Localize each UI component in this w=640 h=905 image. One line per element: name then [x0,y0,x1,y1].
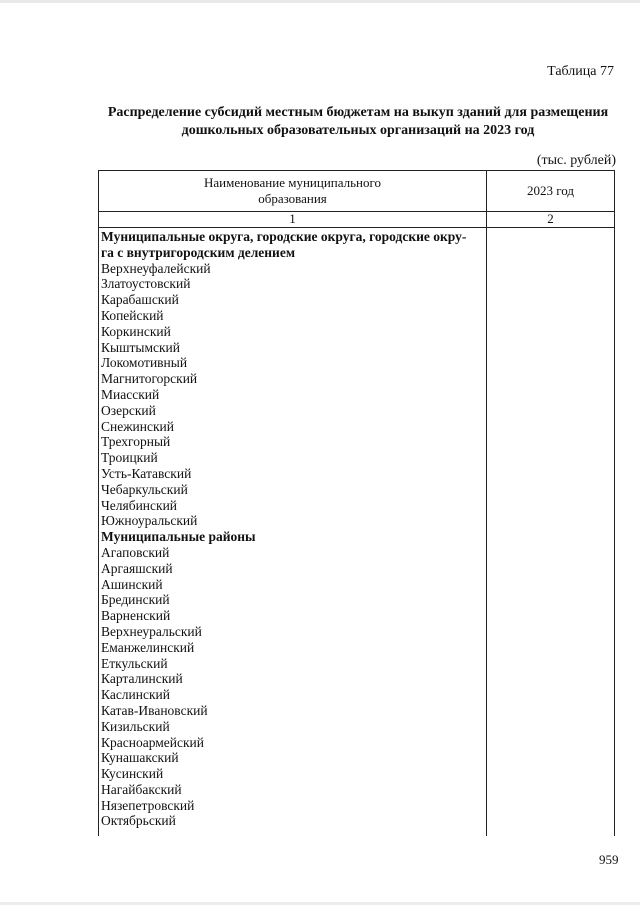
units-label: (тыс. рублей) [536,153,616,168]
table-row: Кизильский [101,718,170,734]
header-municipality-line-2: образования [258,191,327,206]
table-row: Красноармейский [101,734,205,750]
header-municipality [99,175,486,207]
table-row: Каслинский [101,687,170,703]
table-row: Миасский [101,386,160,402]
table-row: Южноуральский [101,513,198,529]
section-heading-okruga-line-2: га с внутригородским делением [101,244,296,260]
document-title [98,104,618,140]
table-row: Карталинский [101,671,183,687]
table-row: Магнитогорский [101,371,198,387]
header-year: 2023 год [527,183,574,198]
table-row: Октябрьский [101,813,176,829]
table-row: Троицкий [101,450,158,466]
table-row: Коркинский [101,323,171,339]
section-heading-raiony: Муниципальные районы [101,529,256,545]
table-row: Аргаяшский [101,560,173,576]
column-number-2: 2 [547,211,554,226]
table-row: Озерский [101,402,156,418]
table-row: Варненский [101,608,171,624]
table-row: Златоустовский [101,276,191,292]
table-row: Челябинский [101,497,178,513]
table-row: Локомотивный [101,355,188,371]
page-number: 959 [599,852,619,867]
table-header [99,171,614,212]
subsidy-table [98,170,615,836]
header-municipality-line-1: Наименование муниципального [203,175,382,190]
column-number-1: 1 [289,211,296,226]
title-line-1: Распределение субсидий местным бюджетам на выкуп зданий для размещения [107,105,609,120]
table-row: Кунашакский [101,750,179,766]
table-row: Верхнеуральский [101,623,202,639]
table-row: Еманжелинский [101,639,195,655]
table-body [101,229,484,829]
table-row: Ашинский [101,576,163,592]
table-row: Кусинский [101,766,164,782]
table-row: Копейский [101,307,164,323]
table-row: Карабашский [101,292,179,308]
table-row: Агаповский [101,544,170,560]
table-row: Трехгорный [101,434,171,450]
table-row: Нагайбакский [101,781,182,797]
section-heading-okruga-line-1: Муниципальные округа, городские округа, городские окру- [101,229,467,244]
table-row: Катав-Ивановский [101,702,208,718]
table-row: Кыштымский [101,339,180,355]
column-number-row [99,211,614,228]
table-row: Верхнеуфалейский [101,260,211,276]
table-row: Снежинский [101,418,174,434]
column-divider [486,171,487,836]
table-row: Усть-Катавский [101,465,192,481]
table-row: Брединский [101,592,170,608]
title-line-2: дошкольных образовательных организаций на 2023 год [181,123,535,138]
table-row: Еткульский [101,655,168,671]
table-row: Нязепетровский [101,797,195,813]
table-number: Таблица 77 [547,64,614,79]
table-row: Чебаркульский [101,481,188,497]
scan-edge-top [0,0,640,3]
